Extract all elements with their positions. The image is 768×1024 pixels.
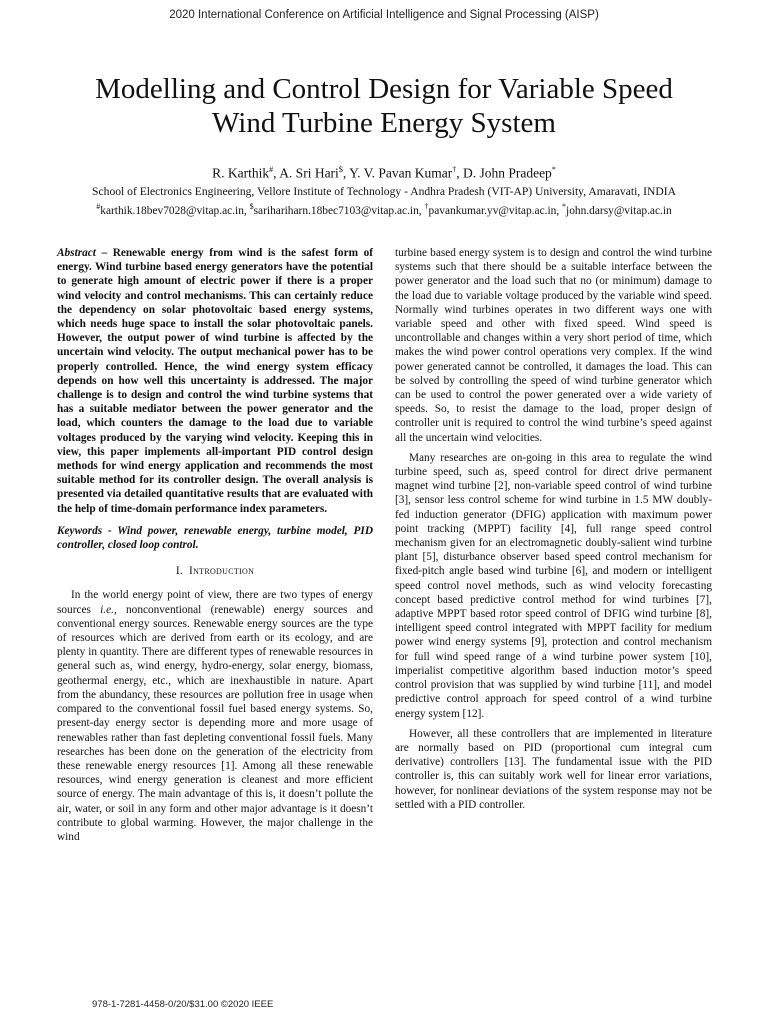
author-mark: †	[452, 165, 457, 174]
author-email[interactable]: pavankumar.yv@vitap.ac.in,	[428, 204, 560, 217]
section-heading	[57, 564, 373, 578]
left-column	[57, 246, 373, 850]
abstract-label: Abstract	[57, 247, 96, 259]
email-mark: †	[424, 202, 429, 211]
body-paragraph: However, all these controllers that are implemented in literature are normally based on PID (proportional cum integral cum derivative) controllers [13]. The fundamental issue with the PID controller is, this can suitably work well for linear error variations, however, for nonlinear deviations of the system response may not be settled with a PID controller.	[395, 727, 712, 811]
author-name: A. Sri Hari	[279, 165, 339, 181]
email-mark: #	[96, 202, 101, 211]
title-line-2: Wind Turbine Energy System	[212, 107, 556, 139]
affiliation: School of Electronics Engineering, Vellore Institute of Technology - Andhra Pradesh (VIT-AP) University, Amaravati, INDIA	[92, 185, 676, 198]
email-mark: *	[562, 202, 567, 211]
author-email[interactable]: john.darsy@vitap.ac.in	[566, 204, 672, 217]
email-mark: $	[249, 202, 254, 211]
title-line-1: Modelling and Control Design for Variable Speed	[95, 73, 673, 105]
abstract	[57, 246, 373, 516]
email-list	[0, 202, 768, 217]
right-column	[395, 246, 712, 818]
section-title: Introduction	[189, 565, 255, 578]
body-paragraph: turbine based energy system is to design and control the wind turbine systems such that there should be a suitable interface between the power generator and the load such that no (or minimum) damage to the load due to variable voltage produced by the variable wind speed. Normally wind turbines operates in two different ways one with variable speed and other with fixed speed. Wind speed is uncontrollable and changes within a very short period of time, which makes the wind power control operations very complex. If the wind power generated cannot be controlled, it damages the load. This can be solved by controlling the speed of wind turbine generator which can be used to control the power generated over a wide variety of speeds. So, to resist the damage to the load, proper design of controller unit is required to control the wind turbine’s speed against all the uncertain wind velocities.	[395, 247, 712, 444]
paragraph-emphasis: i.e.	[100, 603, 114, 616]
author-name: D. John Pradeep	[462, 165, 552, 181]
author-mark: #	[269, 165, 274, 174]
author-mark: $	[338, 165, 343, 174]
author-mark: *	[551, 165, 556, 174]
section-number: I.	[175, 565, 184, 578]
paragraph-text: , nonconventional (renewable) energy sources and conventional energy sources. Renewable energy sources are the type of resources which are derived from earth or its ecology, and are plenty in quantity. There are different types of renewable resources in general such as, wind energy, hydro-energy, solar energy, biomass, geothermal energy, etc., which are inexhaustible in nature. Apart from the abundancy, these resources are pollution free in usage when compared to the conventional fossil fuel based energy systems. So, present-day energy sector is depending more and more usage of renewables rather than fast depleting conventional fossil fuels. Many researches has been done on the generation of the electricity from these renewable energy resources [1]. Among all these renewable resources, wind energy generation is cleanest and more efficient source of energy. The main advantage of this is, it doesn’t pollute the air, water, or soil in any form and other major advantage is it doesn’t contribute to global warming. However, the major challenge in the wind	[57, 603, 373, 843]
copyright-footer: 978-1-7281-4458-0/20/$31.00 ©2020 IEEE	[92, 999, 274, 1010]
body-paragraph: Many researches are on-going in this area to regulate the wind turbine speed, such as, speed control for direct drive permanent magnet wind turbine [2], non-variable speed control of wind turbine [3], sensor less control scheme for wind turbine in 1.5 MW doubly-fed induction generator (DFIG) application with maximum power point tracking (MPPT) facility [4], full range speed control mechanism given for an electromagnetic doubly-salient wind turbine plant [5], disturbance observer based speed control mechanism for fixed-pitch angle based wind turbine [6], and modern or intelligent speed control novel methods, such as wind velocity forecasting concept based predictive control method for wind turbines [7], adaptive MPPT based rotor speed control of DFIG wind turbine [8], intelligent speed control integrated with MPPT facility for medium power wind energy systems [9], protection and control mechanism for full wind speed range of a wind turbine power system [10], imperialist competitive algorithm based induction motor’s speed control provision that was supplied by wind turbine [11], and model predictive control approach for speed control of a wind turbine energy system [12].	[395, 451, 712, 720]
author-email[interactable]: sarihariharn.18bec7103@vitap.ac.in,	[253, 204, 422, 217]
intro-paragraph	[57, 588, 373, 844]
paper-title	[40, 72, 728, 140]
author-name: Y. V. Pavan Kumar	[349, 165, 453, 181]
paragraph-text: In the world energy point of view, there are two types of energy sources	[57, 589, 373, 616]
conference-header: 2020 International Conference on Artificial Intelligence and Signal Processing (AISP)	[169, 9, 599, 21]
abstract-text: – Renewable energy from wind is the safest form of energy. Wind turbine based energy generators have the potential to generate high amount of electric power if there is a proper wind velocity and control mechanisms. This can certainly reduce the dependency on solar photovoltaic based energy systems, which needs huge space to install the solar photovoltaic panels. However, the output power of wind turbine is affected by the uncertain wind velocity. The output mechanical power has to be properly controlled. Hence, the wind energy system efficacy depends on how well this uncertainty is addressed. The major challenge is to design and control the wind turbine systems that has a suitable mediator between the power generator and the load, which counters the damage to the load due to variable voltages produced by the varying wind velocity. Keeping this in view, this paper implements all-important PID control design methods for wind energy application and recommends the most suitable method for its controller design. The overall analysis is presented via detailed quantitative results that are evaluated with the help of time-domain performance index parameters.	[57, 247, 373, 515]
keywords: Keywords - Wind power, renewable energy, turbine model, PID controller, closed loop control.	[57, 524, 373, 552]
author-list: R. Karthik#, A. Sri Hari$, Y. V. Pavan Kumar†, D. John Pradeep*	[212, 165, 556, 181]
author-email[interactable]: karthik.18bev7028@vitap.ac.in,	[100, 204, 247, 217]
author-name: R. Karthik	[212, 165, 270, 181]
